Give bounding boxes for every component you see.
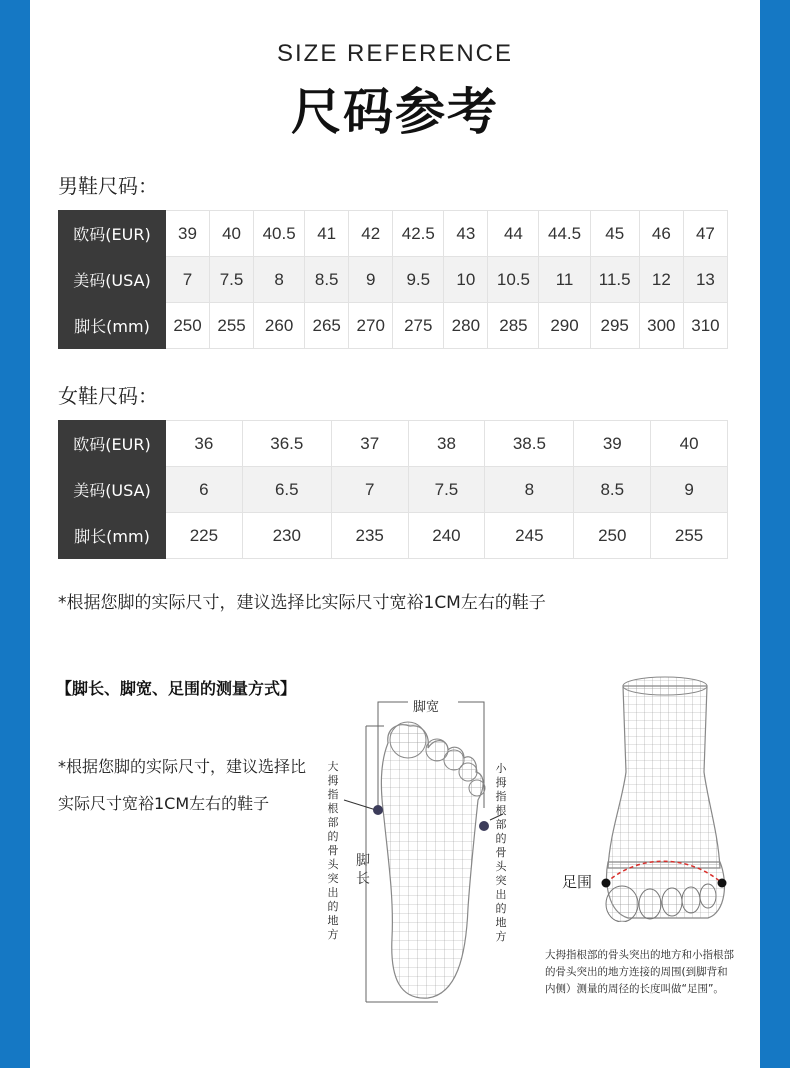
table-row (59, 211, 728, 257)
table-cell: 230 (242, 513, 331, 559)
table-cell: 280 (444, 303, 488, 349)
table-cell: 37 (331, 421, 408, 467)
table-cell: 42.5 (393, 211, 444, 257)
table-cell: 44.5 (539, 211, 590, 257)
size-note: *根据您脚的实际尺寸，建议选择比实际尺寸宽裕1CM左右的鞋子 (58, 593, 546, 613)
table-cell: 40.5 (254, 211, 305, 257)
table-cell: 7.5 (408, 467, 485, 513)
table-cell: 255 (651, 513, 728, 559)
table-cell: 40 (651, 421, 728, 467)
table-cell: 300 (639, 303, 683, 349)
table-cell: 7 (166, 257, 210, 303)
table-cell: 11.5 (590, 257, 639, 303)
table-row (59, 467, 728, 513)
table-cell: 39 (166, 211, 210, 257)
left-blue-border (0, 0, 30, 1068)
table-cell: 225 (166, 513, 243, 559)
table-cell: 36.5 (242, 421, 331, 467)
table-cell: 9 (651, 467, 728, 513)
table-cell: 9.5 (393, 257, 444, 303)
table-row (59, 513, 728, 559)
table-row (59, 421, 728, 467)
title-chinese: 尺码参考 (291, 83, 499, 141)
men-size-table (58, 210, 728, 349)
measure-title: 【脚长、脚宽、足围的测量方式】 (56, 679, 297, 698)
little-toe-joint-label: 小拇指根部的骨头突出的地方 (495, 762, 507, 943)
table-cell: 42 (349, 211, 393, 257)
table-cell: 7 (331, 467, 408, 513)
table-cell: 38.5 (485, 421, 574, 467)
girth-label: 足围 (562, 873, 593, 891)
table-cell: 295 (590, 303, 639, 349)
table-cell: 8 (254, 257, 305, 303)
table-cell: 6 (166, 467, 243, 513)
row-header: 美码(USA) (59, 467, 166, 513)
table-cell: 260 (254, 303, 305, 349)
women-size-label: 女鞋尺码： (58, 384, 158, 408)
table-cell: 275 (393, 303, 444, 349)
women-size-table (58, 420, 728, 559)
table-cell: 38 (408, 421, 485, 467)
row-header: 脚长(mm) (59, 303, 166, 349)
foot-width-label: 脚宽 (410, 696, 442, 715)
table-cell: 255 (210, 303, 254, 349)
table-cell: 285 (488, 303, 539, 349)
table-cell: 40 (210, 211, 254, 257)
row-header: 欧码(EUR) (59, 211, 166, 257)
row-header: 美码(USA) (59, 257, 166, 303)
table-cell: 245 (485, 513, 574, 559)
table-cell: 8 (485, 467, 574, 513)
table-cell: 36 (166, 421, 243, 467)
table-cell: 13 (683, 257, 727, 303)
men-size-label: 男鞋尺码： (58, 174, 158, 198)
table-cell: 310 (683, 303, 727, 349)
table-cell: 11 (539, 257, 590, 303)
measure-text: *根据您脚的实际尺寸，建议选择比实际尺寸宽裕1CM左右的鞋子 (58, 757, 307, 813)
table-cell: 8.5 (305, 257, 349, 303)
table-cell: 45 (590, 211, 639, 257)
table-cell: 270 (349, 303, 393, 349)
table-cell: 265 (305, 303, 349, 349)
table-cell: 10.5 (488, 257, 539, 303)
table-cell: 12 (639, 257, 683, 303)
table-cell: 7.5 (210, 257, 254, 303)
title-english: SIZE REFERENCE (276, 40, 514, 67)
table-cell: 43 (444, 211, 488, 257)
table-cell: 250 (166, 303, 210, 349)
table-cell: 8.5 (574, 467, 651, 513)
table-cell: 47 (683, 211, 727, 257)
row-header: 欧码(EUR) (59, 421, 166, 467)
table-cell: 39 (574, 421, 651, 467)
table-cell: 9 (349, 257, 393, 303)
table-cell: 6.5 (242, 467, 331, 513)
row-header: 脚长(mm) (59, 513, 166, 559)
big-toe-joint-label: 大拇指根部的骨头突出的地方 (327, 760, 339, 941)
table-cell: 44 (488, 211, 539, 257)
table-cell: 240 (408, 513, 485, 559)
table-cell: 41 (305, 211, 349, 257)
table-cell: 290 (539, 303, 590, 349)
table-row (59, 257, 728, 303)
table-cell: 235 (331, 513, 408, 559)
right-blue-border (760, 0, 790, 1068)
foot-length-label: 脚长 (356, 853, 370, 887)
table-row (59, 303, 728, 349)
table-cell: 46 (639, 211, 683, 257)
table-cell: 10 (444, 257, 488, 303)
table-cell: 250 (574, 513, 651, 559)
girth-description: 大拇指根部的骨头突出的地方和小指根部的骨头突出的地方连接的周围(到脚背和内侧）测量的周径的长度叫做“足围”。 (545, 949, 734, 995)
